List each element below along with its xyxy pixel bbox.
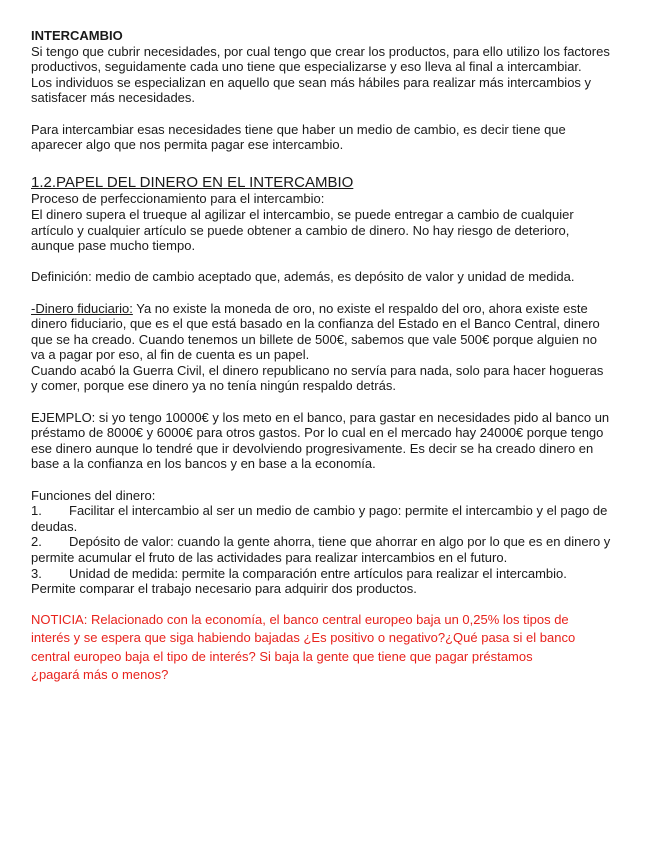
intro-paragraph-2: Los individuos se especializan en aquello que sean más hábiles para realizar más intercambios y satisfacer más necesidades. <box>31 74 592 106</box>
function-number: 3. <box>31 565 42 581</box>
spacer <box>31 597 611 611</box>
function-item <box>31 534 611 565</box>
process-label: Proceso de perfeccionamiento para el intercambio: <box>31 191 325 207</box>
function-number: 2. <box>31 534 42 550</box>
spacer <box>31 254 611 270</box>
fiduciary-text: Ya no existe la moneda de oro, no existe el respaldo del oro, ahora existe este dinero fiduciario, que es el que está basado en la confianza del Estado en el Banco Central, dinero que se ha creado. Cuando tenemos un billete de 500€, sabemos que vale 500€ porque alguien no va a pagar por eso, al fin de cuenta es un papel. <box>31 300 600 363</box>
spacer <box>31 285 611 301</box>
functions-label: Funciones del dinero: <box>31 487 156 503</box>
document-title: INTERCAMBIO <box>31 28 123 43</box>
fiduciary-label: -Dinero fiduciario: <box>31 300 133 316</box>
function-number: 1. <box>31 503 42 519</box>
intro-paragraph-3: Para intercambiar esas necesidades tiene que haber un medio de cambio, es decir tiene que aparecer algo que nos permita pagar ese intercambio. <box>31 121 566 153</box>
news-question: ¿pagará más o menos? <box>31 667 169 683</box>
intro-paragraph-1: Si tengo que cubrir necesidades, por cual tengo que crear los productos, para ello utilizo los factores productivos, seguidamente cada uno tiene que especializarse y eso lleva al final a intercambiar. <box>31 43 610 75</box>
function-item <box>31 503 611 534</box>
example-paragraph: EJEMPLO: si yo tengo 10000€ y los meto en el banco, para gastar en necesidades pido al banco un préstamo de 8000€ y 6000€ para otros gastos. Por lo cual en el mercado hay 24000€ porque tengo ese dinero aunque lo tendré que ir devolviendo progresivamente. Es decir se ha creado dinero en base a la confianza en los bancos y en base a la economía. <box>31 409 610 472</box>
fiduciary-paragraph <box>31 301 611 363</box>
definition-paragraph: Definición: medio de cambio aceptado que, además, es depósito de valor y unidad de medida. <box>31 269 575 285</box>
spacer <box>31 472 611 488</box>
function-text: Depósito de valor: cuando la gente ahorra, tiene que ahorrar en algo por lo que es en dinero y permite acumular el fruto de las actividades para realizar intercambios en el futuro. <box>31 534 611 565</box>
spacer <box>31 106 611 122</box>
spacer <box>31 153 611 169</box>
civil-war-paragraph: Cuando acabó la Guerra Civil, el dinero republicano no servía para nada, solo para hacer hogueras y comer, porque ese dinero ya no tenía ningún respaldo detrás. <box>31 362 604 394</box>
news-paragraph: NOTICIA: Relacionado con la economía, el banco central europeo baja un 0,25% los tipos de interés y se espera que siga habiendo bajadas ¿Es positivo o negativo?¿Qué pasa si el banco central europeo baja el tipo de interés? Si baja la gente que tiene que pagar préstamos <box>31 611 576 664</box>
process-paragraph: El dinero supera el trueque al agilizar el intercambio, se puede entregar a cambio de cualquier artículo y cualquier artículo se puede obtener a cambio de dinero. No hay riesgo de deterioro, aunque pase mucho tiempo. <box>31 206 574 254</box>
function-text: Unidad de medida: permite la comparación entre artículos para realizar el intercambio. Permite comparar el trabajo necesario para adquirir dos productos. <box>31 565 567 597</box>
function-item <box>31 566 611 597</box>
document-page <box>31 28 611 685</box>
function-text: Facilitar el intercambio al ser un medio de cambio y pago: permite el intercambio y el pago de deudas. <box>31 503 608 534</box>
functions-list <box>31 503 611 597</box>
spacer <box>31 394 611 410</box>
section-heading: 1.2.PAPEL DEL DINERO EN EL INTERCAMBIO <box>31 174 354 192</box>
